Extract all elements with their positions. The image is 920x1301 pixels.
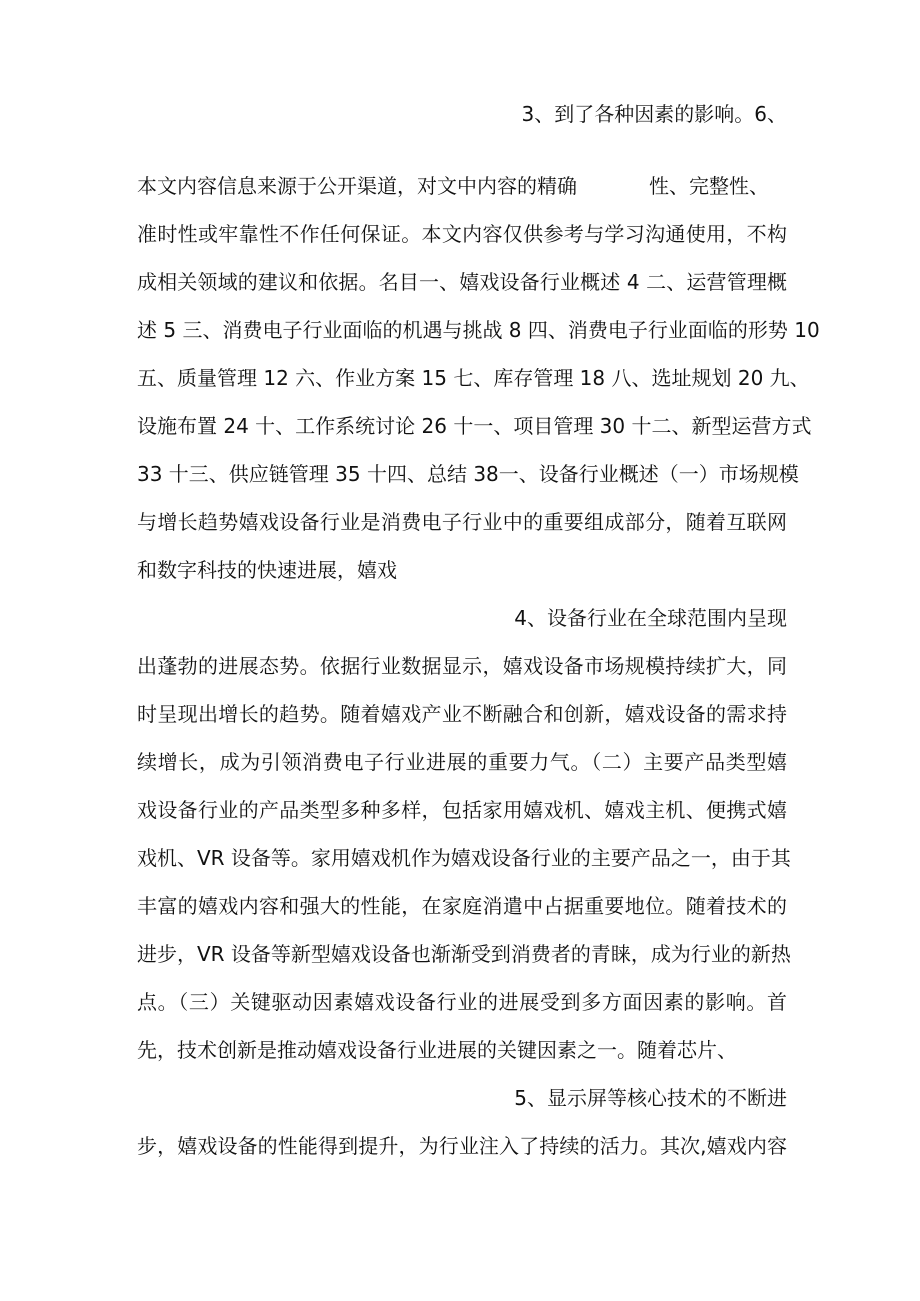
paragraph-line: 丰富的嬉戏内容和强大的性能，在家庭消遣中占据重要地位。随着技术的: [137, 894, 787, 918]
paragraph-line: 和数字科技的快速进展，嬉戏: [137, 558, 397, 582]
paragraph-line: 先，技术创新是推动嬉戏设备行业进展的关键因素之一。随着芯片、: [137, 1038, 737, 1062]
paragraph-line: 时呈现出增长的趋势。随着嬉戏产业不断融合和创新，嬉戏设备的需求持: [137, 702, 787, 726]
paragraph-text-segment: 本文内容信息来源于公开渠道，对文中内容的精确: [137, 174, 577, 198]
paragraph-line: [137, 172, 787, 200]
section-heading: 4、设备行业在全球范围内呈现: [514, 606, 787, 630]
paragraph-line: 点。（三）关键驱动因素嬉戏设备行业的进展受到多方面因素的影响。首: [137, 990, 787, 1014]
page-header-line: 3、到了各种因素的影响。6、: [521, 102, 787, 126]
paragraph-text-segment: 性、完整性、: [649, 174, 769, 198]
paragraph-line: 进步，VR 设备等新型嬉戏设备也渐渐受到消费者的青睐，成为行业的新热: [137, 942, 791, 966]
paragraph-line: 戏设备行业的产品类型多种多样，包括家用嬉戏机、嬉戏主机、便携式嬉: [137, 798, 787, 822]
paragraph-line: 步，嬉戏设备的性能得到提升，为行业注入了持续的活力。其次,嬉戏内容: [137, 1134, 787, 1158]
paragraph-line: 33 十三、供应链管理 35 十四、总结 38一、设备行业概述（一）市场规模: [137, 462, 799, 486]
paragraph-line: 续增长，成为引领消费电子行业进展的重要力气。（二）主要产品类型嬉: [137, 750, 787, 774]
paragraph-line: 设施布置 24 十、工作系统讨论 26 十一、项目管理 30 十二、新型运营方式: [137, 414, 812, 438]
paragraph-line: 戏机、VR 设备等。家用嬉戏机作为嬉戏设备行业的主要产品之一，由于其: [137, 846, 791, 870]
paragraph-line: 述 5 三、消费电子行业面临的机遇与挑战 8 四、消费电子行业面临的形势 10: [137, 318, 820, 342]
paragraph-line: 成相关领域的建议和依据。名目一、嬉戏设备行业概述 4 二、运营管理概: [137, 270, 787, 294]
section-heading: 5、显示屏等核心技术的不断进: [514, 1086, 787, 1110]
paragraph-line: 准时性或牢靠性不作任何保证。本文内容仅供参考与学习沟通使用，不构: [137, 222, 787, 246]
paragraph-line: 五、质量管理 12 六、作业方案 15 七、库存管理 18 八、选址规划 20 九、: [137, 366, 810, 390]
paragraph-line: 出蓬勃的进展态势。依据行业数据显示，嬉戏设备市场规模持续扩大，同: [137, 654, 787, 678]
paragraph-line: 与增长趋势嬉戏设备行业是消费电子行业中的重要组成部分，随着互联网: [137, 510, 787, 534]
